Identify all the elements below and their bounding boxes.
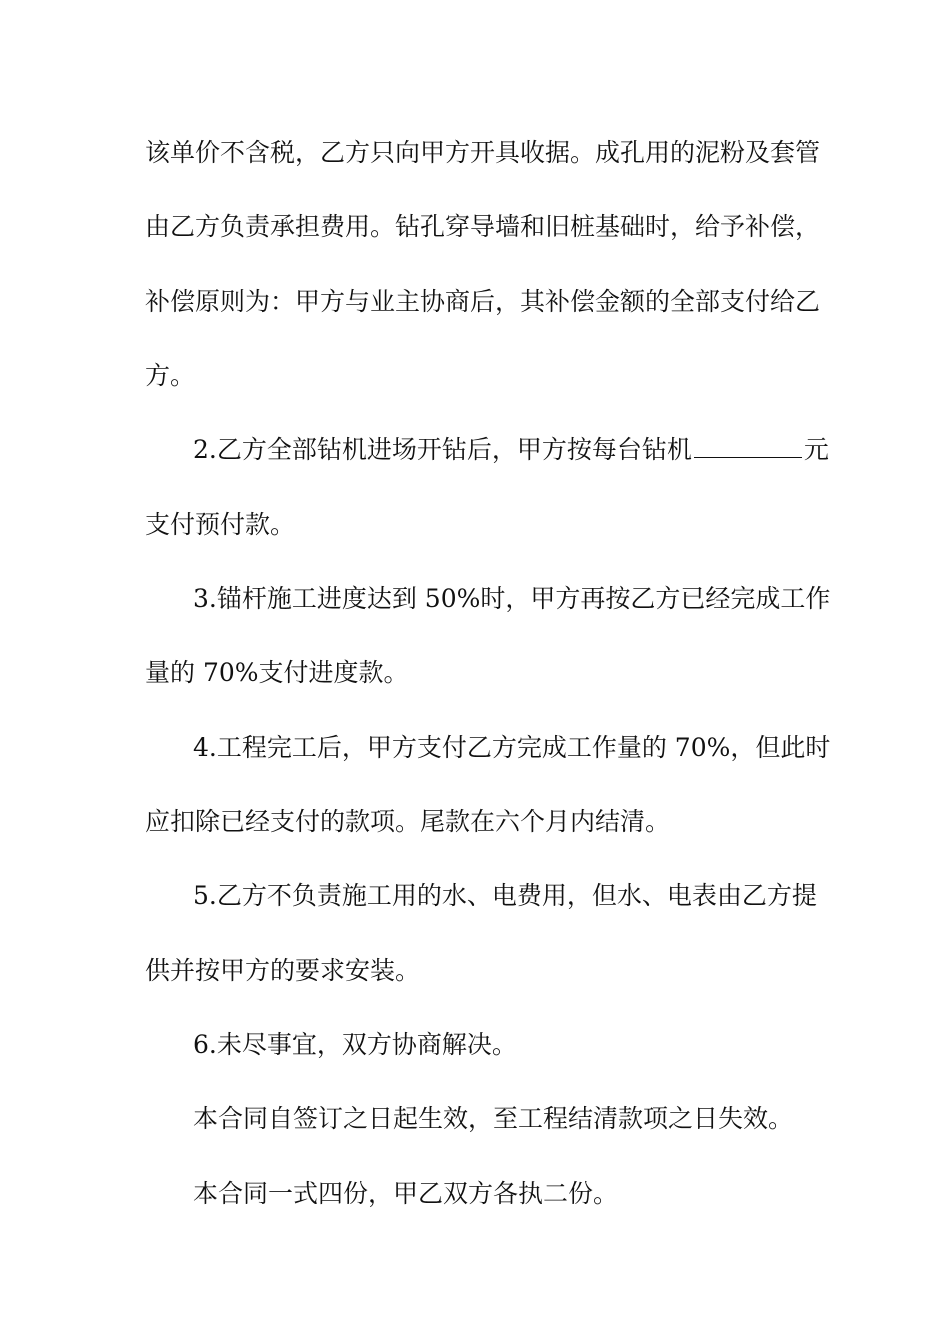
effective-clause: 本合同自签订之日起生效，至工程结清款项之日失效。 [193,1104,794,1133]
clause-5-line: 5.乙方不负责施工用的水、电费用，但水、电表由乙方提 [193,881,817,910]
text-line: 方。 [145,361,196,390]
currency-unit: 元 [803,435,829,464]
text-line: 由乙方负责承担费用。钻孔穿导墙和旧桩基础时，给予补偿， [145,212,821,241]
clause-3-line: 3.锚杆施工进度达到 50%时，甲方再按乙方已经完成工作 [193,584,831,613]
copies-clause: 本合同一式四份，甲乙双方各执二份。 [193,1179,619,1208]
clause-4-line: 4.工程完工后，甲方支付乙方完成工作量的 70%，但此时 [193,733,831,762]
amount-blank [694,435,802,458]
text-line: 供并按甲方的要求安装。 [145,956,421,985]
text-line: 量的 70%支付进度款。 [145,658,409,687]
clause-6-line: 6.未尽事宜，双方协商解决。 [193,1030,517,1059]
clause-2-text: 2.乙方全部钻机进场开钻后，甲方按每台钻机 [193,435,692,464]
text-line: 该单价不含税，乙方只向甲方开具收据。成孔用的泥粉及套管 [145,138,821,167]
text-line: 支付预付款。 [145,510,296,539]
clause-2-line [193,430,829,470]
text-line: 补偿原则为：甲方与业主协商后，其补偿金额的全部支付给乙 [145,287,821,316]
text-line: 应扣除已经支付的款项。尾款在六个月内结清。 [145,807,671,836]
